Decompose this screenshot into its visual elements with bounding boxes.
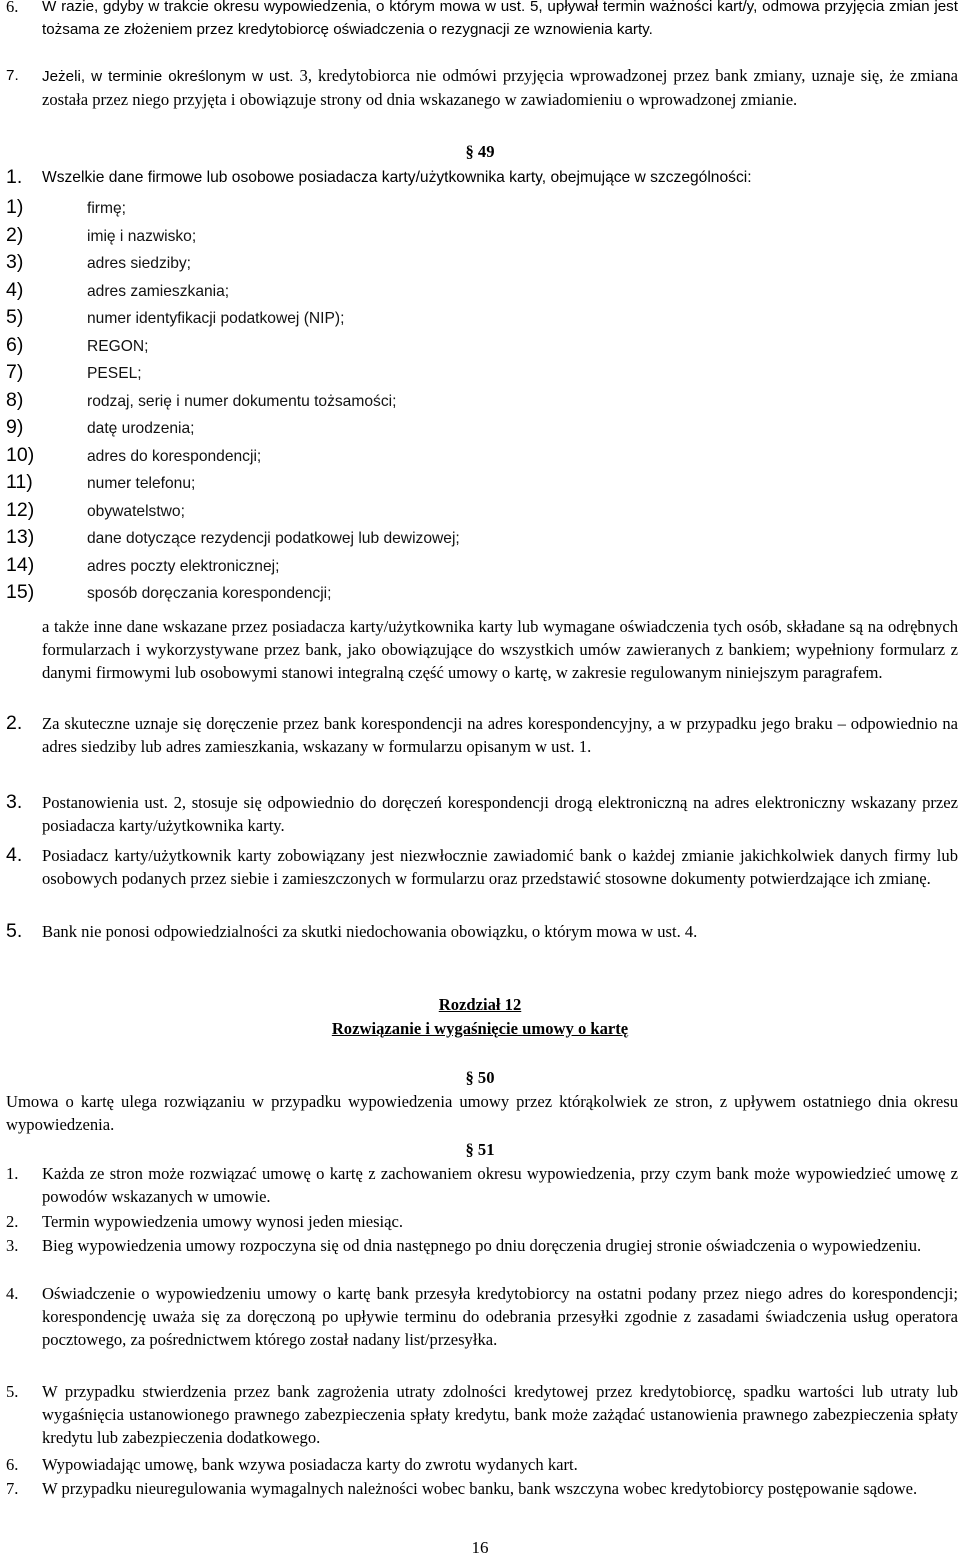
sec49-item-3	[6, 791, 958, 837]
item-number: 7.	[6, 67, 19, 84]
sublist-item-number: 11)	[6, 471, 33, 493]
sublist-item	[6, 469, 195, 497]
item-text: Postanowienia ust. 2, stosuje się odpowiednio do doręczeń korespondencji drogą elektroniczną na adres elektroniczny wskazany przez posiadacza karty/użytkownika karty.	[42, 793, 958, 835]
sublist-item-text: obywatelstwo;	[87, 502, 185, 520]
item-number: 1.	[6, 166, 23, 188]
sec49-item-5	[6, 920, 958, 943]
sublist-item-number: 2)	[6, 223, 24, 246]
sublist-item-text: imię i nazwisko;	[87, 227, 197, 245]
item-text: Wszelkie dane firmowe lub osobowe posiadacza karty/użytkownika karty, obejmujące w szczególności:	[42, 169, 752, 186]
sublist-item-number: 9)	[6, 416, 24, 438]
item-text: Każda ze stron może rozwiązać umowę o kartę z zachowaniem okresu wypowiedzenia, przy czym bank może wypowiedzieć umowę z powodów wskazanych w umowie.	[42, 1164, 958, 1206]
sublist-item-text: dane dotyczące rezydencji podatkowej lub dewizowej;	[87, 530, 460, 547]
sublist-item-number: 6)	[6, 333, 24, 356]
item-number: 6.	[6, 0, 19, 16]
item-number: 6.	[6, 1455, 19, 1474]
item-text: Za skuteczne uznaje się doręczenie przez bank korespondencji na adres korespondencyjny, a w przypadku jego braku – odpowiednio na adres siedziby lub adres zamieszkania, wskazany w formularzu opisanym w ust. 1.	[42, 714, 958, 756]
tail-text: a także inne dane wskazane przez posiadacza karty/użytkownika karty lub wymagane oświadczenia tych osób, składane są na odrębnych formularzach i wykorzystywane przez bank, jako obowiązujące do wszystkich umów zawieranych z bankiem; wypełniony formularz z danymi firmowymi lub osobowymi stanowi integralną część umowy o kartę, w zakresie regulowanym niniejszym paragrafem.	[42, 617, 958, 682]
chapter-label: Rozdział 12	[438, 995, 522, 1014]
sublist-item-text: PESEL;	[87, 365, 142, 382]
sec51-item	[6, 1453, 958, 1476]
sublist-item-text: adres poczty elektronicznej;	[87, 557, 280, 575]
chapter-title: Rozwiązanie i wygaśnięcie umowy o kartę	[331, 1019, 629, 1038]
sublist-item-number: 3)	[6, 251, 24, 273]
sublist-item	[6, 222, 196, 250]
item-number: 5.	[6, 1382, 19, 1401]
sublist-item-number: 8)	[6, 388, 24, 411]
sec51-item	[6, 1477, 958, 1500]
sublist-item-text: adres do korespondencji;	[87, 447, 262, 465]
item-text: W razie, gdyby w trakcie okresu wypowiedzenia, o którym mowa w ust. 5, upływał termin ważności kart/y, odmowa przyjęcia zmian jest tożsama ze złożeniem przez kredytobiorcę oświadczenia o rezygnacji ze wznowienia karty.	[42, 0, 958, 38]
sec51-item	[6, 1210, 958, 1233]
item-text: Oświadczenie o wypowiedzeniu umowy o kartę bank przesyła kredytobiorcy na ostatni podany przez niego adres do korespondencji; korespondencję uważa się za doręczoną po upływie terminu do odebrania przesyłki zgodnie z zasadami świadczenia usług operatora pocztowego, za pośrednictwem którego został nadany list/przesyłka.	[42, 1284, 958, 1349]
sublist-item-number: 13)	[6, 526, 35, 548]
sublist-item-number: 14)	[6, 553, 35, 576]
sublist-item-text: datę urodzenia;	[87, 420, 195, 437]
item-number: 2.	[6, 712, 23, 734]
sublist-item	[6, 524, 460, 552]
sublist-item-text: adres siedziby;	[87, 255, 192, 272]
sublist-item-number: 10)	[6, 443, 35, 466]
sublist-item	[6, 552, 279, 580]
item-number: 4.	[6, 1284, 19, 1303]
item-text: 3, kredytobiorca nie odmówi przyjęcia wprowadzonej przez bank zmiany, uznaje się, że zmiana została przez niego przyjęta i obowiązuje strony od dnia wskazanego w zawiadomieniu o wprowadzonej zmianie.	[42, 66, 958, 109]
sec49-item-1	[6, 164, 958, 191]
prev-item-7	[6, 64, 958, 111]
sublist-item	[6, 277, 229, 305]
section-51-heading: § 51	[465, 1140, 495, 1159]
sublist-item-text: rodzaj, serię i numer dokumentu tożsamości;	[87, 392, 397, 410]
sec49-item-2	[6, 712, 958, 758]
sec51-item	[6, 1282, 958, 1351]
sublist-item	[6, 387, 396, 415]
item-number: 1.	[6, 1164, 19, 1183]
sublist-item	[6, 359, 142, 387]
item-text: W przypadku nieuregulowania wymagalnych należności wobec banku, bank wszczyna wobec kredytobiorcy postępowanie sądowe.	[42, 1479, 918, 1498]
sec51-item	[6, 1162, 958, 1208]
sublist-item-number: 5)	[6, 306, 24, 328]
item-text-sans: Jeżeli, w terminie określonym w ust.	[42, 68, 294, 85]
sublist-item-text: sposób doręczania korespondencji;	[87, 585, 332, 602]
item-text: Posiadacz karty/użytkownik karty zobowiązany jest niezwłocznie zawiadomić bank o każdej zmianie jakichkolwiek danych firmy lub osobowych podanych przez siebie i zamieszczonych w formularzu oraz przedstawić stosowne dokumenty potwierdzające ich zmianę.	[42, 846, 958, 888]
item-text: Termin wypowiedzenia umowy wynosi jeden miesiąc.	[42, 1212, 404, 1231]
item-number: 7.	[6, 1479, 19, 1498]
item-number: 5.	[6, 920, 23, 942]
sublist-item	[6, 194, 126, 222]
sublist-item	[6, 332, 149, 360]
sec50-text: Umowa o kartę ulega rozwiązaniu w przypadku wypowiedzenia umowy przez którąkolwiek ze stron, z upływem ostatniego dnia okresu wypowiedzenia.	[6, 1092, 958, 1134]
sec51-item	[6, 1380, 958, 1449]
item-number: 4.	[6, 844, 23, 866]
section-49-heading: § 49	[465, 142, 495, 161]
item-text: W przypadku stwierdzenia przez bank zagrożenia utraty zdolności kredytowej przez kredytobiorcę, spadku wartości lub utraty lub wygaśnięcia ustanowionego prawnego zabezpieczenia spłaty kredytu, bank może zażądać ustanowienia prawnego zabezpieczenia spłaty kredytu lub zabezpieczenia dodatkowego.	[42, 1382, 958, 1447]
item-text: Bieg wypowiedzenia umowy rozpoczyna się od dnia następnego po dniu doręczenia drugiej stronie oświadczenia o wypowiedzeniu.	[42, 1236, 922, 1255]
section-50-heading: § 50	[465, 1068, 495, 1087]
item-number: 2.	[6, 1212, 19, 1231]
sec49-item-4	[6, 844, 958, 890]
sec49-tail	[6, 615, 958, 684]
sec51-item	[6, 1234, 958, 1257]
prev-item-6	[6, 0, 958, 41]
page-number: 16	[471, 1538, 489, 1557]
sublist-item	[6, 497, 185, 525]
sublist-item-number: 12)	[6, 498, 35, 521]
sublist-item-text: firmę;	[87, 200, 126, 217]
sublist-item	[6, 414, 195, 442]
item-number: 3.	[6, 791, 23, 813]
sublist-item	[6, 442, 261, 470]
item-number: 3.	[6, 1236, 19, 1255]
sublist-item-number: 4)	[6, 278, 24, 301]
sublist-item-number: 7)	[6, 361, 24, 383]
item-text: Wypowiadając umowę, bank wzywa posiadacza karty do zwrotu wydanych kart.	[42, 1455, 578, 1474]
sublist-item-text: adres zamieszkania;	[87, 282, 230, 300]
sublist-item	[6, 249, 191, 277]
sublist-item-number: 15)	[6, 581, 35, 603]
item-text: Bank nie ponosi odpowiedzialności za skutki niedochowania obowiązku, o którym mowa w ust. 4.	[42, 922, 698, 941]
sublist-item-number: 1)	[6, 196, 24, 218]
sublist-item-text: REGON;	[87, 337, 149, 355]
sublist-item	[6, 579, 331, 607]
sublist-item	[6, 304, 344, 332]
sublist-item-text: numer identyfikacji podatkowej (NIP);	[87, 310, 345, 327]
sublist-item-text: numer telefonu;	[87, 475, 196, 492]
